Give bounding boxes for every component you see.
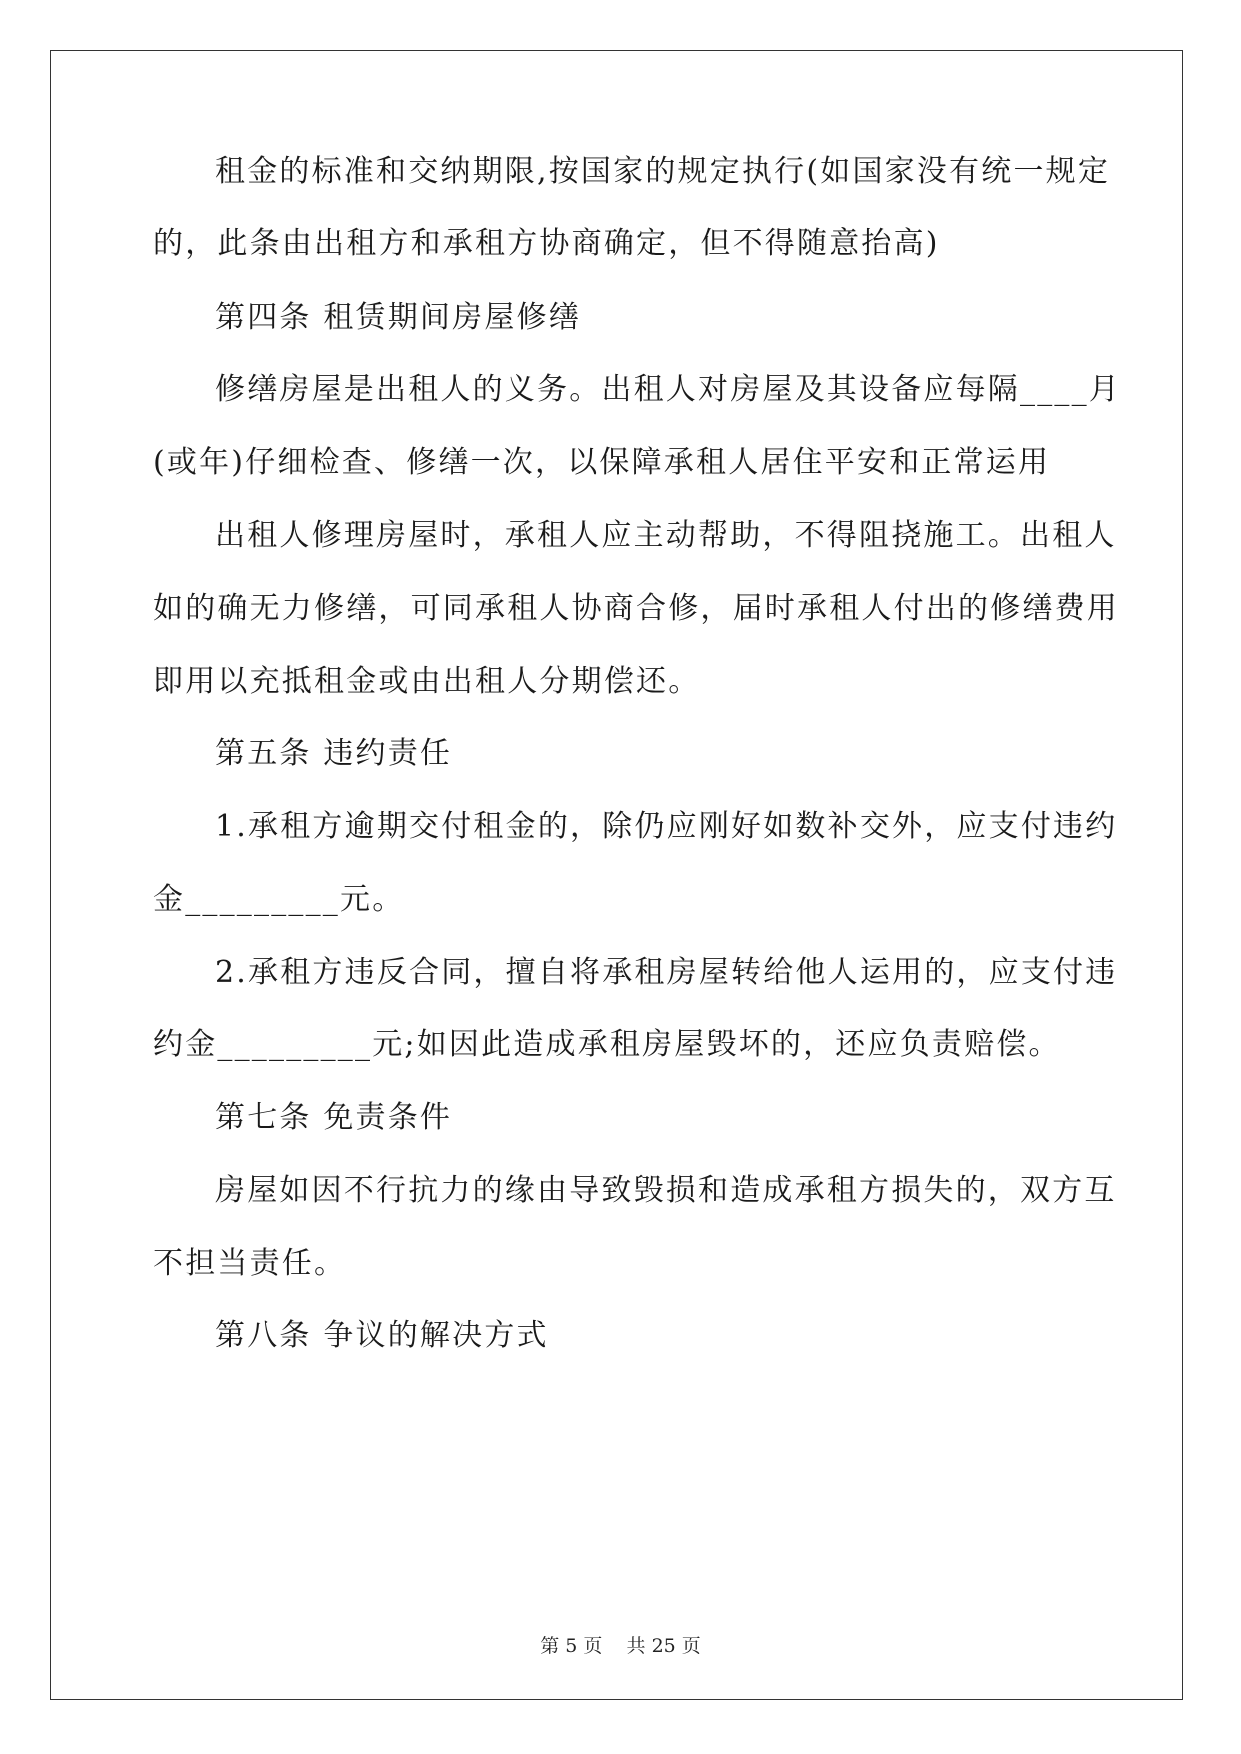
section-heading-5: 第五条 违约责任 [215,736,453,771]
paragraph-line: 不担当责任。 [153,1246,347,1281]
paragraph-line: 约金_________元;如因此造成承租房屋毁坏的，还应负责赔偿。 [153,1027,1061,1062]
paragraph-line: 修缮房屋是出租人的义务。出租人对房屋及其设备应每隔____月 [215,372,1121,407]
page-total: 共 25 页 [626,1635,701,1657]
paragraph-line: 如的确无力修缮，可同承租人协商合修，届时承租人付出的修缮费用 [153,591,1119,626]
section-heading-8: 第八条 争议的解决方式 [215,1318,549,1353]
paragraph-line: 2.承租方违反合同，擅自将承租房屋转给他人运用的，应支付违 [215,955,1118,990]
section-heading-4: 第四条 租赁期间房屋修缮 [215,300,581,335]
paragraph-line: (或年)仔细检查、修缮一次，以保障承租人居住平安和正常运用 [153,445,1051,480]
paragraph-line: 的，此条由出租方和承租方协商确定，但不得随意抬高) [153,226,940,261]
page-footer [0,1634,1241,1658]
paragraph-line: 房屋如因不行抗力的缘由导致毁损和造成承租方损失的，双方互 [215,1173,1117,1208]
paragraph-line: 金_________元。 [153,882,405,917]
section-heading-7: 第七条 免责条件 [215,1100,453,1135]
page-number: 第 5 页 [540,1635,603,1657]
paragraph-line: 出租人修理房屋时，承租人应主动帮助，不得阻挠施工。出租人 [215,518,1117,553]
paragraph-line: 租金的标准和交纳期限,按国家的规定执行(如国家没有统一规定 [215,154,1111,189]
paragraph-line: 1.承租方逾期交付租金的，除仍应刚好如数补交外，应支付违约 [215,809,1118,844]
paragraph-line: 即用以充抵租金或由出租人分期偿还。 [153,664,701,699]
